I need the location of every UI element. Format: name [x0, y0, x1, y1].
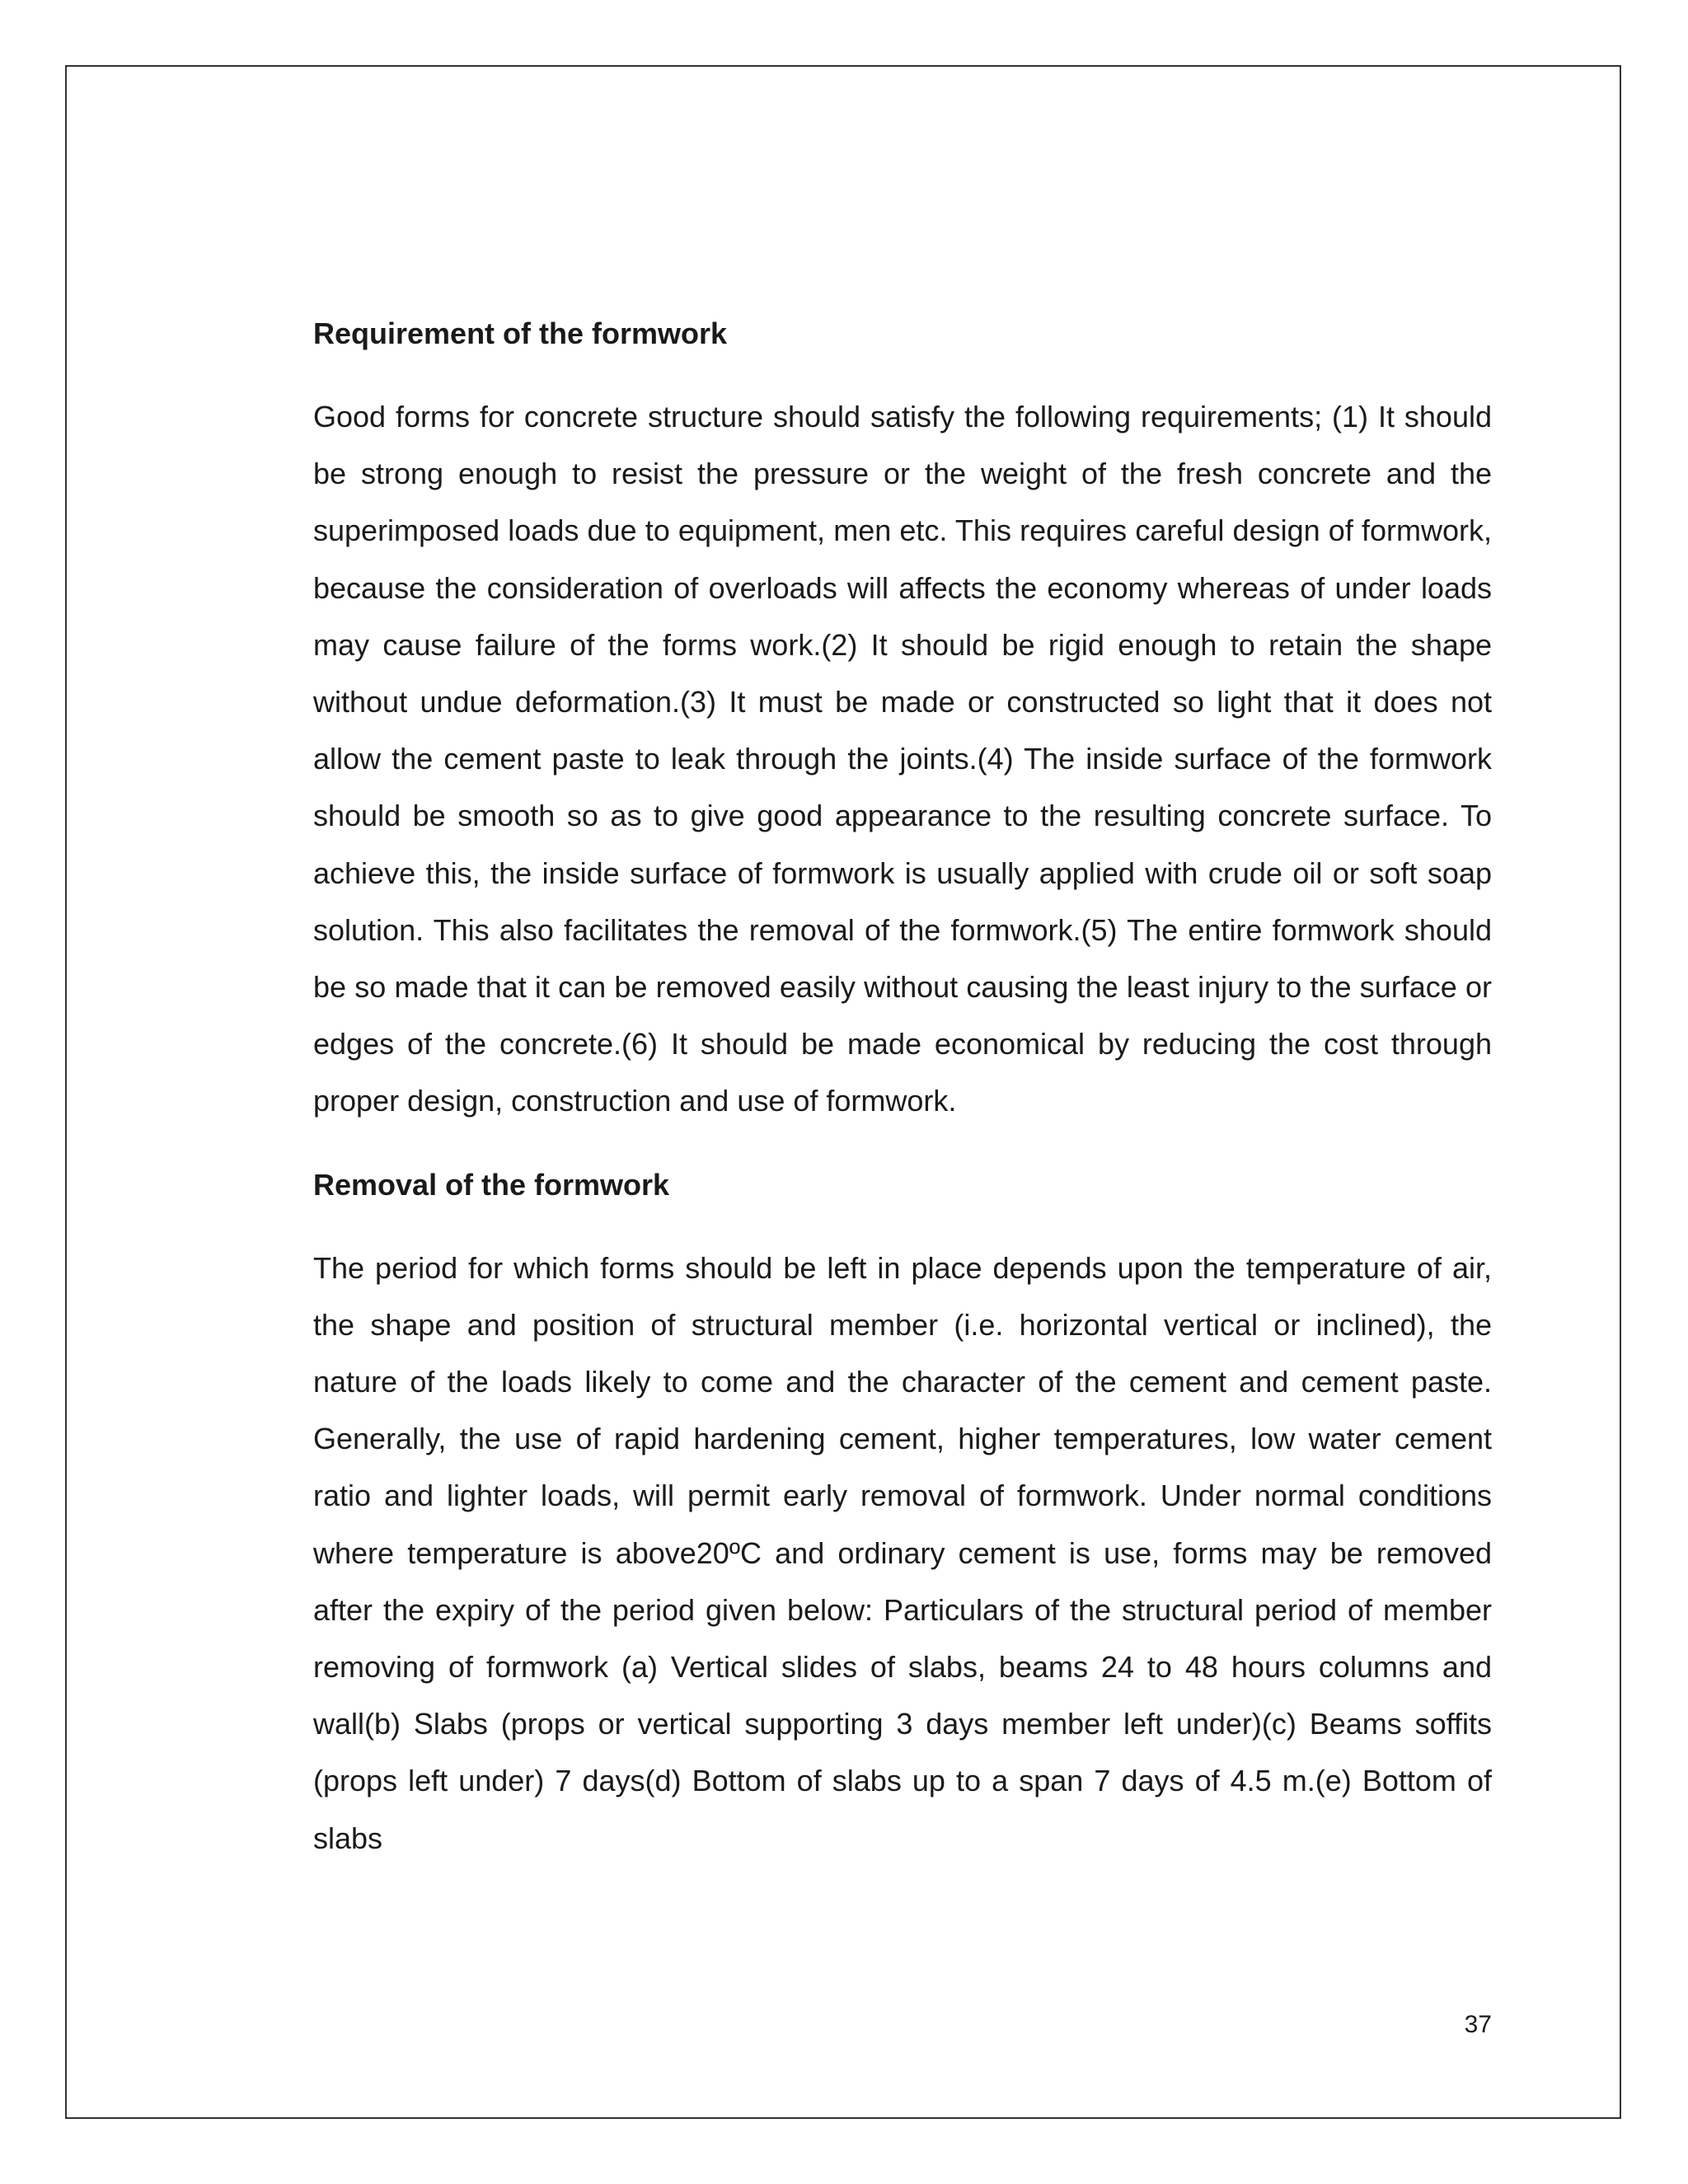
- section-heading-requirement: Requirement of the formwork: [313, 316, 728, 350]
- document-body: [313, 305, 1492, 1867]
- section-paragraph-requirement: Good forms for concrete structure should satisfy the following requirements; (1) It should be strong enough to resist the pressure or the weight of the fresh concrete and the superimposed loads due to equipment, men etc. This requires careful design of formwork, because the consideration of overloads will affects the economy whereas of under loads may cause failure of the forms work.(2) It should be rigid enough to retain the shape without undue deformation.(3) It must be made or constructed so light that it does not allow the cement paste to leak through the joints.(4) The inside surface of the formwork should be smooth so as to give good appearance to the resulting concrete surface. To achieve this, the inside surface of formwork is usually applied with crude oil or soft soap solution. This also facilitates the removal of the formwork.(5) The entire formwork should be so made that it can be removed easily without causing the least injury to the surface or edges of the concrete.(6) It should be made economical by reducing the cost through proper design, construction and use of formwork.: [313, 400, 1492, 1118]
- section-heading-removal: Removal of the formwork: [313, 1167, 670, 1202]
- page-number: 37: [1464, 2011, 1492, 2038]
- section-paragraph-removal: The period for which forms should be left in place depends upon the temperature of air, the shape and position of structural member (i.e. horizontal vertical or inclined), the nature of the loads likely to come and the character of the cement and cement paste. Generally, the use of rapid hardening cement, higher temperatures, low water cement ratio and lighter loads, will permit early removal of formwork. Under normal conditions where temperature is above20ºC and ordinary cement is use, forms may be removed after the expiry of the period given below: Particulars of the structural period of member removing of formwork (a) Vertical slides of slabs, beams 24 to 48 hours columns and wall(b) Slabs (props or vertical supporting 3 days member left under)(c) Beams soffits (props left under) 7 days(d) Bottom of slabs up to a span 7 days of 4.5 m.(e) Bottom of slabs: [313, 1250, 1492, 1855]
